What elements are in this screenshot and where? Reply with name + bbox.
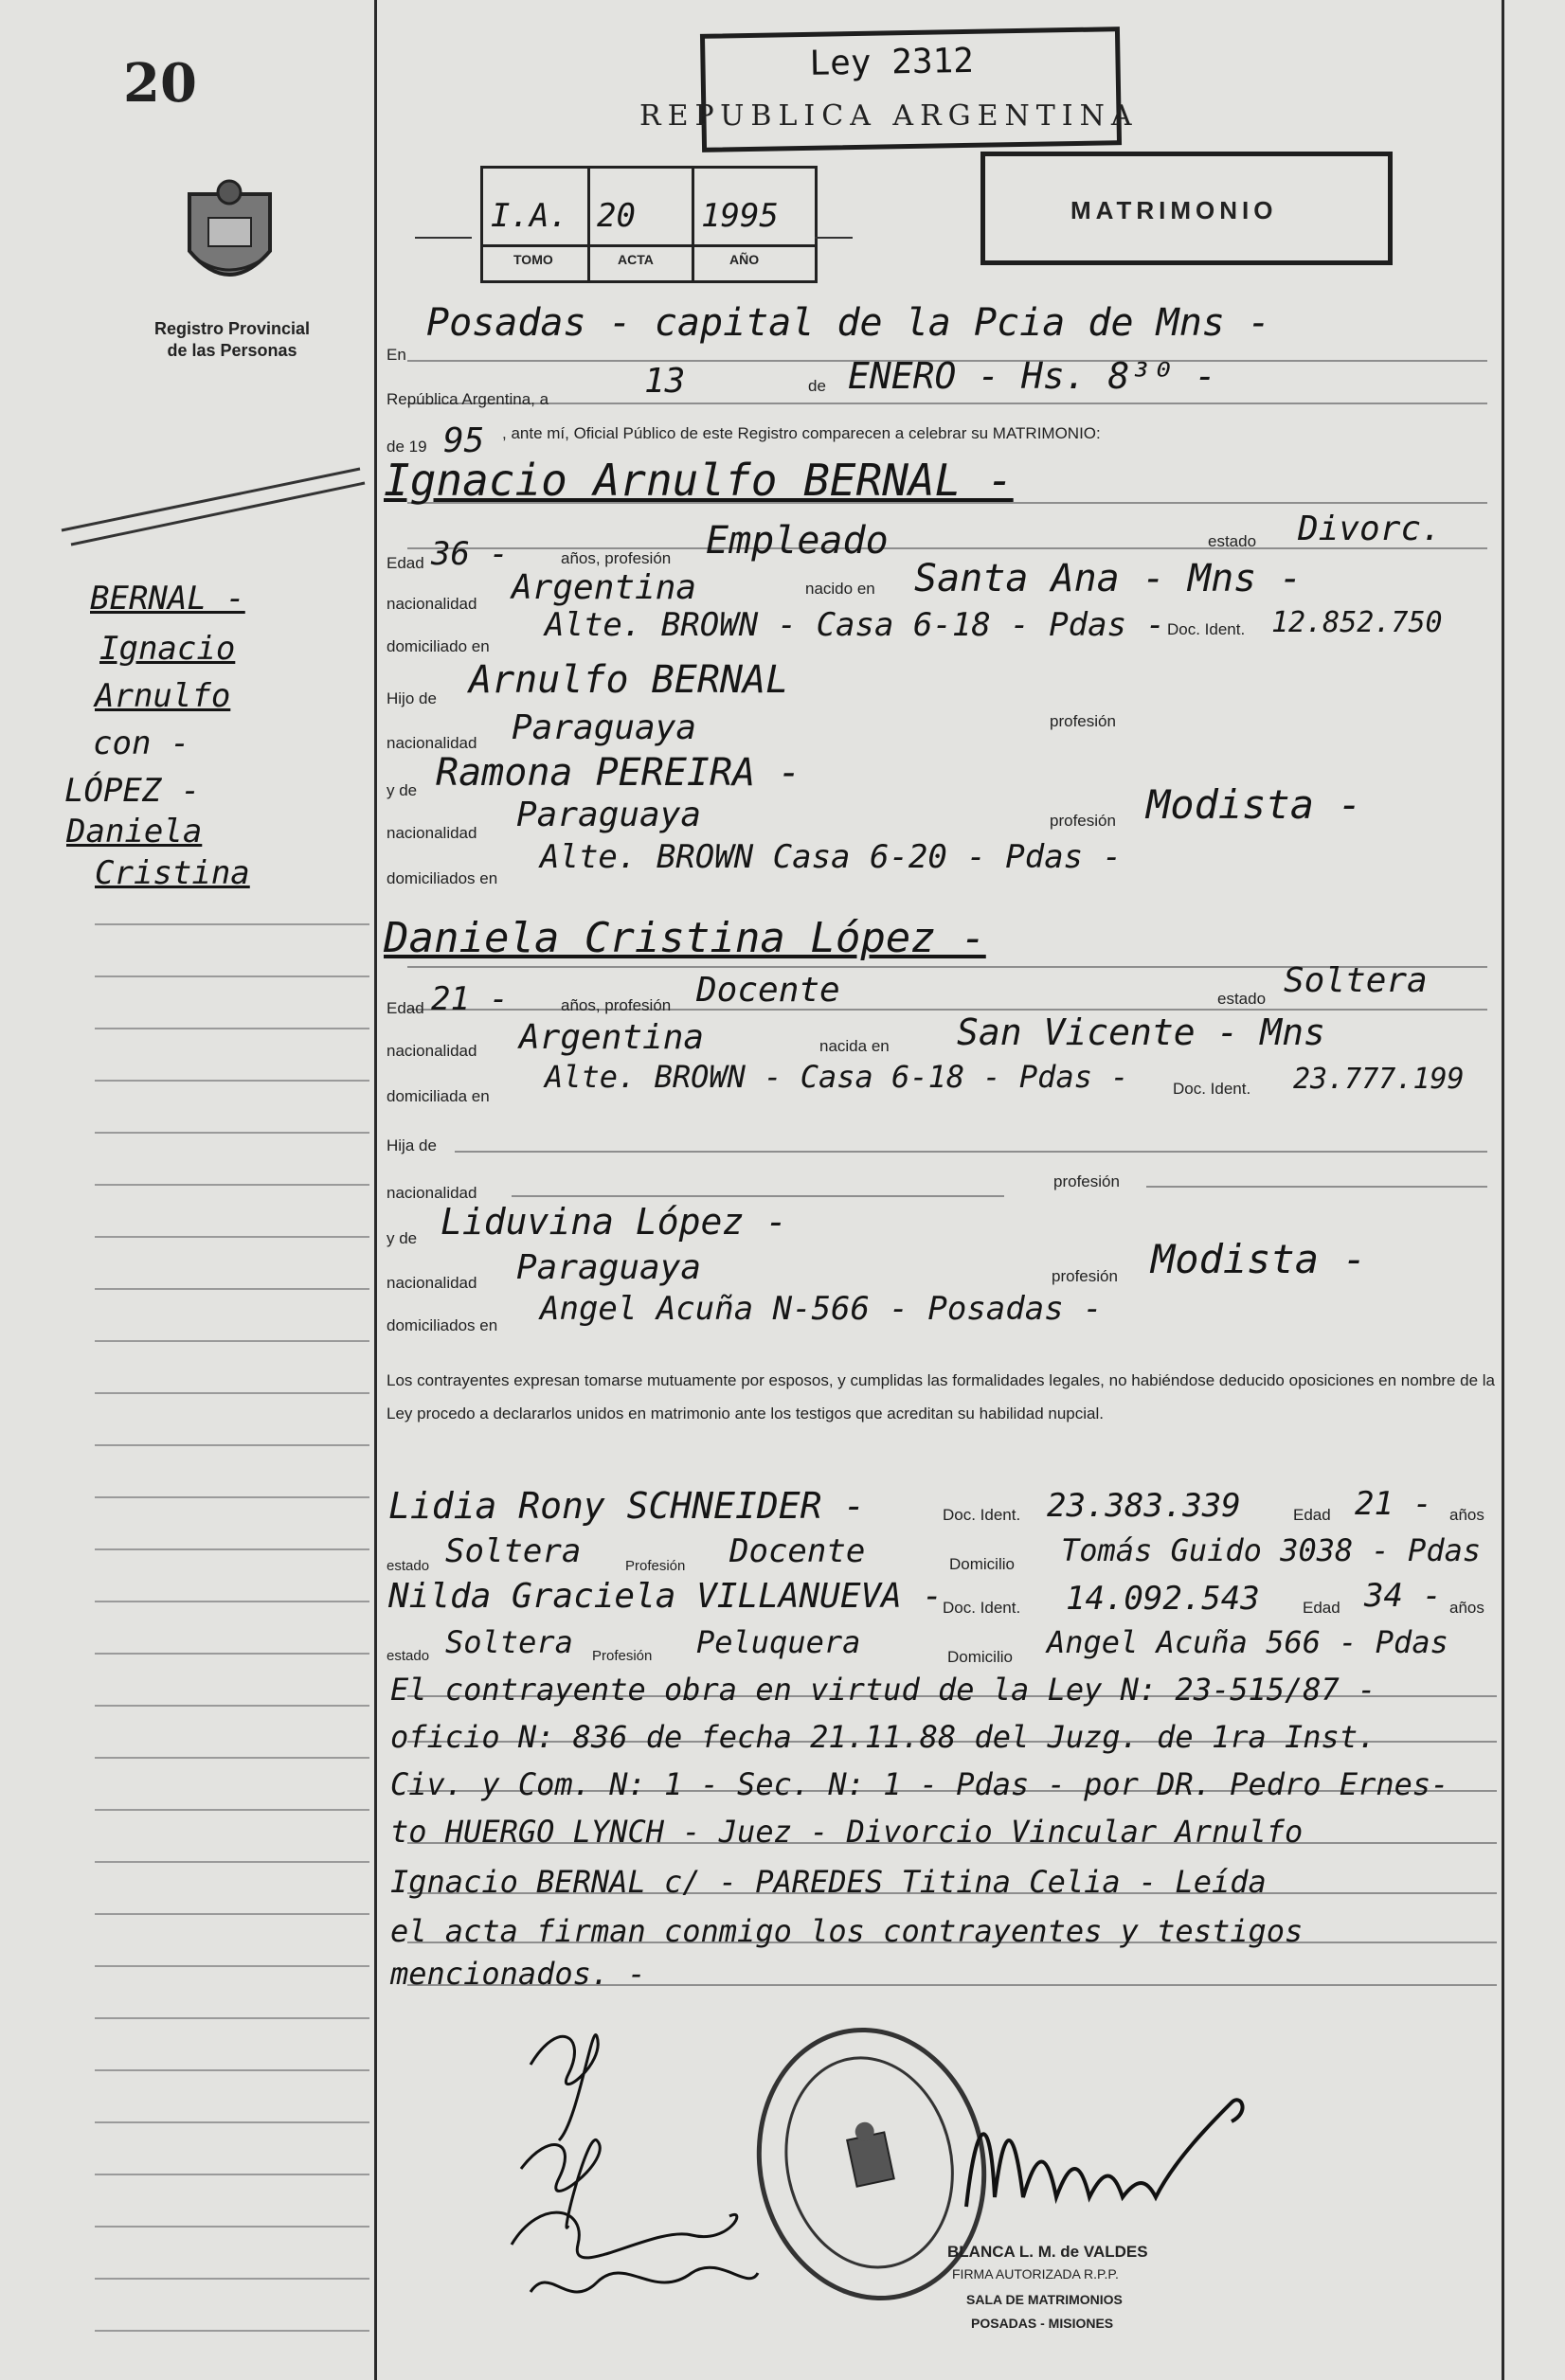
witness2-profession-label: Profesión xyxy=(592,1648,653,1664)
margin-rule xyxy=(95,923,369,925)
officer-signature xyxy=(947,2065,1260,2235)
witness2-id-label: Doc. Ident. xyxy=(943,1599,1021,1617)
groom-born-label: nacido en xyxy=(805,580,875,598)
bride-father-nationality-line xyxy=(512,1195,1004,1197)
margin-rule xyxy=(95,1705,369,1707)
groom-nationality: Argentina xyxy=(512,568,697,607)
margin-note-line-5: LÓPEZ - xyxy=(64,772,201,810)
margin-rule xyxy=(95,2226,369,2228)
document-type: MATRIMONIO xyxy=(1070,196,1278,224)
bride-age-label: Edad xyxy=(387,999,424,1017)
document-type-box xyxy=(980,152,1393,265)
groom-father: Arnulfo BERNAL xyxy=(469,658,789,702)
bride-id: 23.777.199 xyxy=(1293,1063,1465,1096)
witness1-status: Soltera xyxy=(445,1532,582,1570)
bride-parents-address-label: domiciliados en xyxy=(387,1316,498,1334)
country-date-label: República Argentina, a xyxy=(387,390,549,408)
margin-rule xyxy=(95,1184,369,1186)
registry-name xyxy=(133,318,332,362)
margin-rule xyxy=(95,1444,369,1446)
registry-name-line2: de las Personas xyxy=(167,341,297,360)
bride-nationality-label: nacionalidad xyxy=(387,1042,477,1060)
notes-line-6: el acta firman conmigo los contrayentes y testigos xyxy=(390,1913,1304,1949)
margin-note-line-1: BERNAL - xyxy=(90,580,245,617)
rule-2 xyxy=(407,403,1487,404)
officer-location: POSADAS - MISIONES xyxy=(971,2316,1114,2331)
groom-status: Divorc. xyxy=(1298,510,1442,548)
registry-name-line1: Registro Provincial xyxy=(153,319,311,338)
bride-address: Alte. BROWN - Casa 6-18 - Pdas - xyxy=(545,1059,1129,1095)
month-time-value: ENERO - Hs. 8³⁰ - xyxy=(848,355,1216,397)
bride-mother-label: y de xyxy=(387,1229,418,1247)
bride-status: Soltera xyxy=(1284,961,1428,1000)
notes-line-2: oficio N: 836 de fecha 21.11.88 del Juzg. de 1ra Inst. xyxy=(390,1719,1376,1755)
witness2-id: 14.092.543 xyxy=(1066,1580,1260,1618)
margin-rule xyxy=(95,2069,369,2071)
bride-mother-profession: Modista - xyxy=(1151,1236,1367,1282)
margin-note-line-6: Daniela xyxy=(66,813,203,850)
groom-address-label: domiciliado en xyxy=(387,637,490,655)
notes-line-5: Ignacio BERNAL c/ - PAREDES Titina Celia - Leída xyxy=(390,1864,1267,1900)
witness1-age-label: Edad xyxy=(1293,1506,1331,1524)
year-label: AÑO xyxy=(729,252,760,267)
margin-rule xyxy=(95,2174,369,2175)
groom-father-profession-label: profesión xyxy=(1050,712,1116,730)
right-margin-rule xyxy=(1502,0,1504,2380)
volume-value: I.A. xyxy=(491,197,568,235)
margin-rule xyxy=(95,1340,369,1342)
margin-rule xyxy=(95,1757,369,1759)
witness2-address-label: Domicilio xyxy=(947,1648,1013,1666)
bride-mother-profession-label: profesión xyxy=(1052,1267,1118,1285)
witness1-name: Lidia Rony SCHNEIDER - xyxy=(388,1485,866,1527)
officer-office: SALA DE MATRIMONIOS xyxy=(966,2292,1123,2307)
margin-rule xyxy=(95,1288,369,1290)
margin-strike-lines xyxy=(57,455,369,549)
witness1-address: Tomás Guido 3038 - Pdas xyxy=(1061,1532,1482,1568)
declaration-text xyxy=(387,1364,1495,1430)
year-suffix-value: 95 xyxy=(443,421,485,460)
bride-age: 21 - xyxy=(431,980,509,1018)
groom-age-label: Edad xyxy=(387,554,424,572)
witness2-age-label: Edad xyxy=(1303,1599,1340,1617)
bride-nationality: Argentina xyxy=(519,1018,705,1057)
notes-line-1: El contrayente obra en virtud de la Ley N: 23-515/87 - xyxy=(390,1672,1376,1708)
month-label: de xyxy=(808,377,826,395)
margin-rule xyxy=(95,1913,369,1915)
groom-age: 36 - xyxy=(431,535,509,573)
groom-mother-nationality-label: nacionalidad xyxy=(387,824,477,842)
left-margin-rule xyxy=(374,0,377,2380)
law-stamp xyxy=(700,27,1122,152)
notes-line-7: mencionados. - xyxy=(390,1956,646,1992)
folio-number: 20 xyxy=(123,52,197,115)
year-prefix-label: de 19 xyxy=(387,438,427,456)
witness1-address-label: Domicilio xyxy=(949,1555,1015,1573)
record-value: 20 xyxy=(597,197,636,235)
groom-nationality-label: nacionalidad xyxy=(387,595,477,613)
margin-rule xyxy=(95,1392,369,1394)
witness1-status-label: estado xyxy=(387,1558,430,1574)
bride-father-nationality-label: nacionalidad xyxy=(387,1184,477,1202)
notes-line-3: Civ. y Com. N: 1 - Sec. N: 1 - Pdas - por DR. Pedro Ernes- xyxy=(390,1766,1449,1802)
volume-dash-right xyxy=(815,237,853,239)
bride-parents-address: Angel Acuña N-566 - Posadas - xyxy=(540,1290,1103,1328)
margin-note-line-2: Ignacio xyxy=(99,630,236,668)
margin-rule xyxy=(95,975,369,977)
groom-birthplace: Santa Ana - Mns - xyxy=(914,557,1303,600)
officiant-statement: , ante mí, Oficial Público de este Registro comparecen a celebrar su MATRIMONIO: xyxy=(502,424,1101,442)
witness1-profession: Docente xyxy=(729,1532,866,1570)
margin-rule xyxy=(95,1496,369,1498)
bride-mother: Liduvina López - xyxy=(441,1201,788,1243)
witness1-age: 21 - xyxy=(1355,1485,1432,1523)
bride-status-label: estado xyxy=(1217,990,1267,1008)
margin-rule xyxy=(95,1080,369,1082)
groom-profession-label: años, profesión xyxy=(561,549,672,567)
bride-mother-nationality: Paraguaya xyxy=(516,1248,702,1287)
bride-father-profession-label: profesión xyxy=(1053,1172,1120,1190)
groom-profession: Empleado xyxy=(706,519,889,563)
bride-profession-label: años, profesión xyxy=(561,996,672,1014)
margin-rule xyxy=(95,1548,369,1550)
bride-name: Daniela Cristina López - xyxy=(384,914,986,962)
bride-father-line xyxy=(455,1151,1487,1153)
groom-mother-label: y de xyxy=(387,781,418,799)
witness2-profession: Peluquera xyxy=(696,1624,861,1660)
margin-rule xyxy=(95,1132,369,1134)
margin-rule xyxy=(95,1861,369,1863)
margin-note-line-4: con - xyxy=(93,725,190,762)
groom-id-label: Doc. Ident. xyxy=(1167,620,1246,638)
groom-mother-nationality: Paraguaya xyxy=(516,796,702,834)
declaration-body: Los contrayentes expresan tomarse mutuamente por esposos, y cumplidas las formalidades legales, no habiéndose deducido oposiciones en nombre de la Ley procedo a declararlos unidos en matrimonio ante los testigos que acreditan su habilidad nupcial. xyxy=(387,1371,1495,1423)
groom-mother-profession-label: profesión xyxy=(1050,812,1116,830)
record-label: ACTA xyxy=(618,252,654,267)
margin-rule xyxy=(95,2121,369,2123)
margin-note-line-3: Arnulfo xyxy=(95,677,231,715)
volume-dash-left xyxy=(415,237,472,239)
officer-title: FIRMA AUTORIZADA R.P.P. xyxy=(952,2266,1119,2282)
witness2-address: Angel Acuña 566 - Pdas xyxy=(1047,1624,1448,1660)
witness1-id: 23.383.339 xyxy=(1047,1487,1241,1525)
bride-father-profession-line xyxy=(1146,1186,1487,1188)
margin-rule xyxy=(95,2330,369,2332)
margin-rule xyxy=(95,2278,369,2280)
law-stamp-text: Ley 2312 xyxy=(809,41,975,83)
year-value: 1995 xyxy=(701,197,779,235)
margin-rule xyxy=(95,2017,369,2019)
country-heading: REPUBLICA ARGENTINA xyxy=(639,99,1139,133)
bride-profession: Docente xyxy=(696,971,840,1010)
margin-rule xyxy=(95,1809,369,1811)
officer-name: BLANCA L. M. de VALDES xyxy=(947,2243,1148,2261)
witness2-age: 34 - xyxy=(1364,1577,1442,1615)
groom-father-nationality: Paraguaya xyxy=(512,708,697,747)
margin-rule xyxy=(95,1236,369,1238)
groom-parents-address-label: domiciliados en xyxy=(387,869,498,887)
witness2-years-label: años xyxy=(1449,1599,1484,1617)
margin-rule xyxy=(95,1601,369,1602)
witness1-profession-label: Profesión xyxy=(625,1558,686,1574)
volume-label: TOMO xyxy=(513,252,553,267)
groom-father-nationality-label: nacionalidad xyxy=(387,734,477,752)
bride-id-label: Doc. Ident. xyxy=(1173,1080,1251,1098)
bride-born-label: nacida en xyxy=(819,1037,890,1055)
groom-address: Alte. BROWN - Casa 6-18 - Pdas - xyxy=(545,606,1166,644)
groom-mother-profession: Modista - xyxy=(1146,781,1362,828)
groom-id: 12.852.750 xyxy=(1271,606,1443,639)
place-label: En xyxy=(387,346,406,364)
groom-parents-address: Alte. BROWN Casa 6-20 - Pdas - xyxy=(540,838,1123,876)
bride-birthplace: San Vicente - Mns xyxy=(957,1011,1325,1053)
groom-father-label: Hijo de xyxy=(387,689,437,707)
witness2-status-label: estado xyxy=(387,1648,430,1664)
bride-father-label: Hija de xyxy=(387,1136,437,1154)
groom-status-label: estado xyxy=(1208,532,1257,550)
day-value: 13 xyxy=(644,362,686,401)
witness1-id-label: Doc. Ident. xyxy=(943,1506,1021,1524)
groom-mother: Ramona PEREIRA - xyxy=(436,751,801,795)
groom-name: Ignacio Arnulfo BERNAL - xyxy=(384,455,1014,506)
witness2-status: Soltera xyxy=(445,1624,573,1660)
margin-rule xyxy=(95,1965,369,1967)
margin-rule xyxy=(95,1653,369,1655)
margin-note-line-7: Cristina xyxy=(95,854,250,892)
place-value: Posadas - capital de la Pcia de Mns - xyxy=(426,301,1271,345)
coat-of-arms-emblem xyxy=(175,175,284,298)
volume-record-table xyxy=(480,166,818,283)
margin-rule xyxy=(95,1028,369,1029)
bride-mother-nationality-label: nacionalidad xyxy=(387,1274,477,1292)
witness2-name: Nilda Graciela VILLANUEVA - xyxy=(388,1577,944,1616)
bride-address-label: domiciliada en xyxy=(387,1087,490,1105)
witness1-years-label: años xyxy=(1449,1506,1484,1524)
notes-line-4: to HUERGO LYNCH - Juez - Divorcio Vincular Arnulfo xyxy=(390,1814,1304,1850)
